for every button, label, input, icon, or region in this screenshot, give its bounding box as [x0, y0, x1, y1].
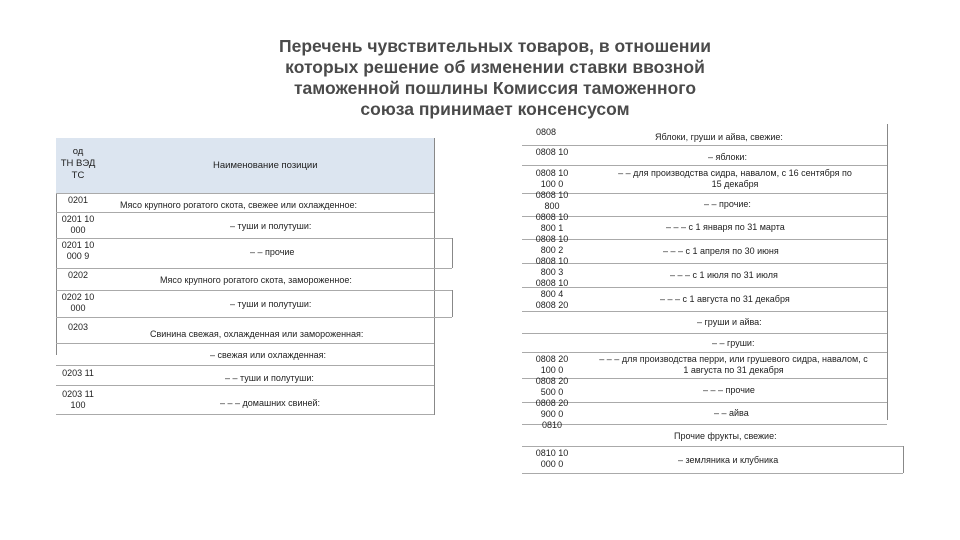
right-table-border — [887, 124, 888, 356]
row-divider — [56, 238, 452, 239]
row-code-line: 000 — [70, 225, 86, 235]
row-name: – – – с 1 января по 31 марта — [666, 222, 785, 232]
left-table-border — [452, 290, 453, 317]
row-divider — [56, 317, 452, 318]
title-line-3: таможенной пошлины Комиссия таможенного — [293, 78, 697, 98]
row-divider — [522, 165, 887, 166]
row-code: 0808 — [535, 127, 557, 137]
row-divider — [56, 385, 434, 386]
row-name-line: 15 декабря — [711, 179, 759, 189]
row-name-line: – – – для производства перри, или грушевого сидра, навалом, с — [599, 354, 868, 364]
row-name: Мясо крупного рогатого скота, замороженное: — [160, 275, 352, 285]
title-line-4: союза принимает консенсусом — [360, 99, 630, 119]
page-title — [255, 36, 735, 120]
header-name: Наименование позиции — [213, 160, 318, 171]
row-divider — [56, 290, 452, 291]
row-name: – яблоки: — [708, 152, 747, 162]
row-name-line: 1 августа по 31 декабря — [683, 365, 784, 375]
row-code-line: 0808 10 — [535, 168, 569, 178]
row-name: Яблоки, груши и айва, свежие: — [655, 132, 783, 142]
row-code-line: 0808 20 — [535, 300, 569, 310]
row-code-group — [524, 354, 580, 431]
row-code-line: 0808 10 — [535, 256, 569, 266]
row-code-line: 100 0 — [540, 365, 564, 375]
row-name: – земляника и клубника — [678, 455, 779, 465]
row-code-line: 0808 20 — [535, 354, 569, 364]
row-divider — [56, 193, 434, 194]
row-code-line: 0808 20 — [535, 398, 569, 408]
left-table-border — [56, 193, 57, 355]
row-name: – груши и айва: — [697, 317, 762, 327]
row-code — [58, 214, 98, 236]
row-name: – – прочие — [250, 247, 295, 257]
row-code-line: 100 0 — [540, 179, 564, 189]
row-name: – туши и полутуши: — [230, 299, 312, 309]
row-code-line: 0201 10 — [61, 240, 95, 250]
row-code-line: 000 0 — [540, 459, 564, 469]
row-divider — [56, 212, 434, 213]
row-code: 0203 11 — [62, 368, 94, 378]
row-code-line: 0808 10 — [535, 212, 569, 222]
right-table-border — [903, 446, 904, 473]
row-name: – свежая или охлажденная: — [210, 350, 327, 360]
row-divider — [522, 352, 887, 353]
left-table-border — [452, 238, 453, 268]
row-divider — [522, 446, 903, 447]
row-code — [58, 292, 98, 314]
row-code-line: 500 0 — [540, 387, 564, 397]
left-table-border — [434, 138, 435, 415]
row-code-line: 800 2 — [540, 245, 564, 255]
row-name: Свинина свежая, охлажденная или замороженная: — [150, 329, 364, 339]
row-divider — [56, 365, 434, 366]
row-code-line: 800 3 — [540, 267, 564, 277]
row-name: – – – домашних свиней: — [220, 398, 320, 408]
right-table-border — [887, 354, 888, 420]
header-code-line: ТН ВЭД — [60, 158, 96, 169]
row-divider — [522, 145, 887, 146]
row-code: 0808 10 — [535, 147, 569, 157]
row-name — [580, 354, 887, 376]
row-code-line: 0810 10 — [535, 448, 569, 458]
row-code — [58, 240, 98, 262]
row-name: Прочие фрукты, свежие: — [674, 431, 777, 441]
row-divider — [522, 473, 903, 474]
row-code-line: 0808 10 — [535, 190, 569, 200]
row-code: 0202 — [67, 270, 89, 280]
row-code-line: 0810 — [541, 420, 563, 430]
row-code-line: 0203 11 — [62, 389, 94, 399]
row-name: – – – с 1 апреля по 30 июня — [663, 246, 779, 256]
row-code-line: 000 9 — [66, 251, 90, 261]
row-name: – – туши и полутуши: — [225, 373, 314, 383]
row-code-line: 0201 10 — [61, 214, 95, 224]
row-code-line: 000 — [70, 303, 86, 313]
row-name: – – груши: — [712, 338, 755, 348]
row-name-line: – – для производства сидра, навалом, с 16 сентября по — [618, 168, 852, 178]
row-code-line: 800 4 — [540, 289, 564, 299]
row-code — [524, 448, 580, 470]
row-code-line: 800 — [544, 201, 560, 211]
row-divider — [522, 311, 887, 312]
row-code: 0201 — [67, 195, 89, 205]
row-name: – туши и полутуши: — [230, 221, 312, 231]
title-line-2: которых решение об изменении ставки ввозной — [285, 57, 705, 77]
row-divider — [522, 333, 887, 334]
header-code-line: од — [72, 146, 84, 157]
row-code-line: 900 0 — [540, 409, 564, 419]
row-code-group — [524, 168, 580, 311]
header-code-line: ТС — [71, 170, 85, 181]
row-code — [58, 389, 98, 411]
row-code: 0203 — [67, 322, 89, 332]
row-divider — [56, 343, 434, 344]
row-name: – – айва — [714, 408, 749, 418]
row-name: – – – с 1 августа по 31 декабря — [660, 294, 790, 304]
row-code-line: 0808 10 — [535, 234, 569, 244]
header-code — [60, 146, 96, 182]
row-code-line: 800 1 — [540, 223, 564, 233]
row-name — [594, 168, 876, 190]
row-name: – – прочие: — [704, 199, 751, 209]
title-line-1: Перечень чувствительных товаров, в отношении — [279, 36, 711, 56]
row-code-line: 0808 20 — [535, 376, 569, 386]
row-divider — [56, 414, 434, 415]
row-name: – – – с 1 июля по 31 июля — [670, 270, 778, 280]
row-name: – – – прочие — [703, 385, 755, 395]
row-divider — [56, 268, 452, 269]
row-code-line: 0808 10 — [535, 278, 569, 288]
row-code-line: 0202 10 — [61, 292, 95, 302]
row-code-line: 100 — [70, 400, 86, 410]
row-name: Мясо крупного рогатого скота, свежее или охлажденное: — [120, 200, 357, 210]
